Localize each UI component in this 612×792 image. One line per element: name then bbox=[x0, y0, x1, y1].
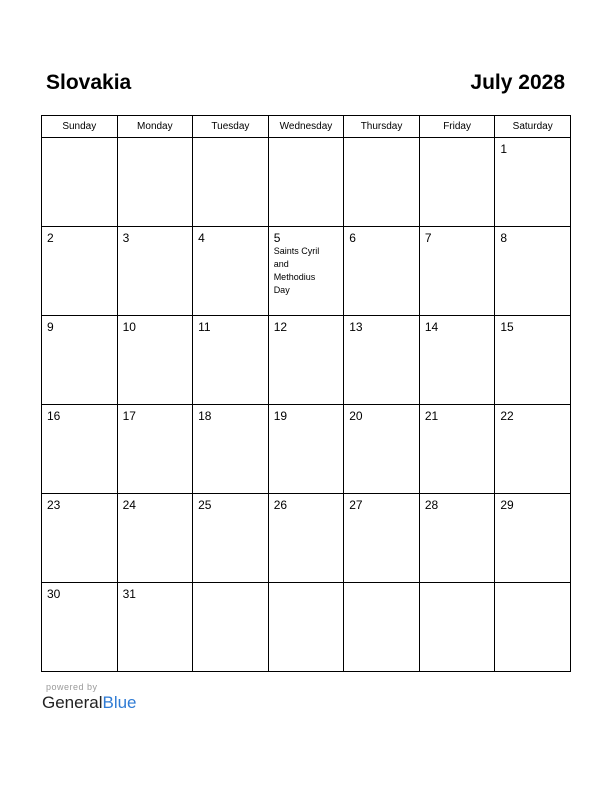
day-number bbox=[420, 583, 495, 587]
day-cell bbox=[268, 138, 344, 227]
day-cell bbox=[193, 316, 269, 405]
day-cell bbox=[42, 227, 118, 316]
week-row bbox=[42, 583, 571, 672]
day-number: 7 bbox=[424, 231, 432, 245]
day-cell bbox=[268, 583, 344, 672]
calendar-month-title: July 2028 bbox=[470, 71, 565, 94]
day-cell bbox=[268, 316, 344, 405]
day-number: 25 bbox=[198, 498, 212, 512]
day-number: 11 bbox=[198, 320, 211, 334]
day-number: 4 bbox=[198, 231, 205, 245]
day-cell bbox=[419, 227, 495, 316]
generalblue-logo[interactable] bbox=[42, 693, 137, 713]
day-number: 22 bbox=[500, 409, 514, 423]
day-cell bbox=[42, 494, 118, 583]
day-cell bbox=[495, 405, 571, 494]
day-cell bbox=[419, 494, 495, 583]
day-cell bbox=[268, 494, 344, 583]
day-cell bbox=[193, 138, 269, 227]
weekday-wednesday: Wednesday bbox=[268, 116, 344, 138]
day-number: 14 bbox=[424, 320, 439, 334]
brand-blue-text: Blue bbox=[102, 693, 137, 712]
day-cell bbox=[495, 583, 571, 672]
day-number: 1 bbox=[500, 142, 508, 156]
brand-general-text: General bbox=[42, 693, 103, 712]
day-cell bbox=[117, 316, 193, 405]
day-cell bbox=[495, 138, 571, 227]
day-number: 27 bbox=[349, 498, 363, 512]
day-number: 24 bbox=[122, 498, 136, 512]
day-cell bbox=[193, 405, 269, 494]
day-cell bbox=[193, 227, 269, 316]
day-number: 31 bbox=[122, 587, 136, 601]
day-number bbox=[420, 138, 495, 142]
day-number bbox=[42, 138, 117, 142]
day-number: 8 bbox=[500, 231, 508, 245]
day-number: 28 bbox=[424, 498, 439, 512]
day-number bbox=[344, 138, 419, 142]
day-number: 10 bbox=[122, 320, 136, 334]
day-cell bbox=[344, 583, 420, 672]
day-number: 6 bbox=[349, 231, 356, 245]
day-cell bbox=[193, 494, 269, 583]
day-cell bbox=[117, 405, 193, 494]
day-cell bbox=[344, 316, 420, 405]
day-number: 23 bbox=[47, 498, 61, 512]
weekday-friday: Friday bbox=[419, 116, 495, 138]
day-number: 30 bbox=[47, 587, 61, 601]
weekday-monday: Monday bbox=[117, 116, 193, 138]
day-cell bbox=[495, 227, 571, 316]
weekday-saturday: Saturday bbox=[495, 116, 571, 138]
day-number bbox=[193, 138, 268, 142]
day-number bbox=[269, 583, 344, 587]
day-number: 13 bbox=[349, 320, 363, 334]
day-cell bbox=[42, 138, 118, 227]
day-cell bbox=[268, 405, 344, 494]
day-cell bbox=[419, 583, 495, 672]
day-number: 5 bbox=[273, 231, 281, 245]
day-number bbox=[495, 583, 570, 587]
day-number: 18 bbox=[198, 409, 212, 423]
day-cell bbox=[344, 138, 420, 227]
day-number: 2 bbox=[47, 231, 54, 245]
day-cell bbox=[344, 227, 420, 316]
day-number: 15 bbox=[500, 320, 514, 334]
day-cell bbox=[495, 316, 571, 405]
day-number: 20 bbox=[349, 409, 363, 423]
day-number: 16 bbox=[47, 409, 61, 423]
day-cell bbox=[344, 405, 420, 494]
day-number: 12 bbox=[273, 320, 288, 334]
day-cell bbox=[117, 494, 193, 583]
week-row bbox=[42, 138, 571, 227]
day-cell bbox=[419, 316, 495, 405]
day-number bbox=[344, 583, 419, 587]
day-cell bbox=[419, 138, 495, 227]
day-number: 19 bbox=[273, 409, 288, 423]
day-cell bbox=[419, 405, 495, 494]
calendar-grid bbox=[41, 115, 571, 672]
day-cell bbox=[117, 583, 193, 672]
day-number: 3 bbox=[122, 231, 130, 245]
week-row bbox=[42, 405, 571, 494]
day-number bbox=[193, 583, 268, 587]
day-cell bbox=[42, 405, 118, 494]
week-row bbox=[42, 494, 571, 583]
day-number bbox=[269, 138, 344, 142]
week-row bbox=[42, 316, 571, 405]
weekday-tuesday: Tuesday bbox=[193, 116, 269, 138]
day-number: 29 bbox=[500, 498, 514, 512]
weekday-header-row bbox=[42, 116, 571, 138]
day-cell bbox=[495, 494, 571, 583]
day-cell bbox=[344, 494, 420, 583]
week-row bbox=[42, 227, 571, 316]
day-cell bbox=[117, 138, 193, 227]
day-cell bbox=[268, 227, 344, 316]
day-number: 21 bbox=[424, 409, 439, 423]
day-number: 9 bbox=[47, 320, 54, 334]
weekday-thursday: Thursday bbox=[344, 116, 420, 138]
day-cell bbox=[117, 227, 193, 316]
calendar-country-title: Slovakia bbox=[46, 71, 132, 94]
day-number: 17 bbox=[122, 409, 136, 423]
holiday-label: Saints Cyril and Methodius Day bbox=[273, 246, 320, 295]
day-cell bbox=[42, 583, 118, 672]
powered-by-label: powered by bbox=[46, 682, 98, 692]
day-cell bbox=[42, 316, 118, 405]
day-number: 26 bbox=[273, 498, 288, 512]
day-cell bbox=[193, 583, 269, 672]
weekday-sunday: Sunday bbox=[42, 116, 118, 138]
day-number bbox=[118, 138, 193, 142]
